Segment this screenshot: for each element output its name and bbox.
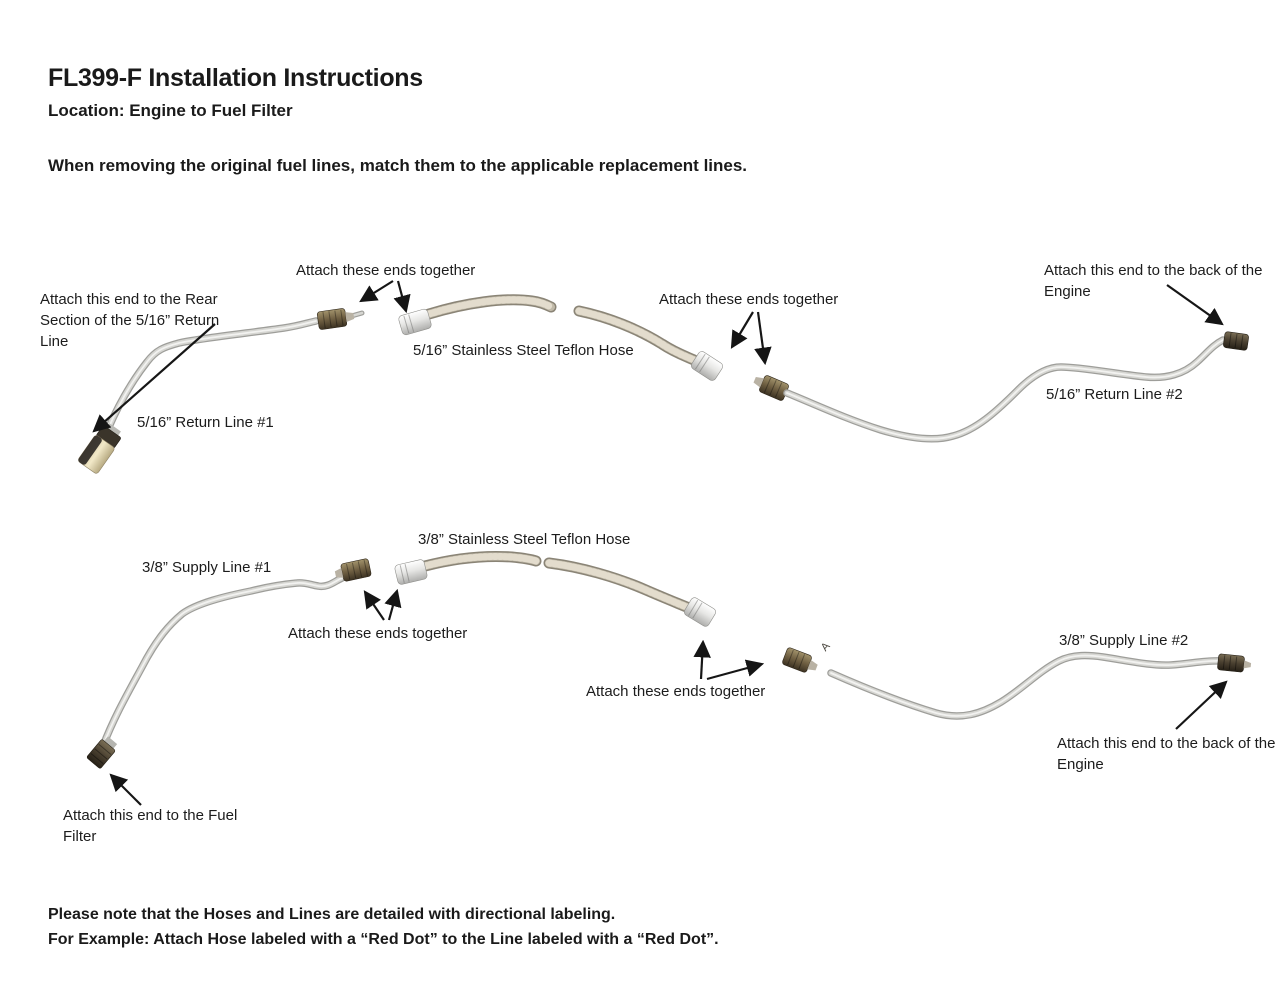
intro-instruction: When removing the original fuel lines, match them to the applicable replacement lines. bbox=[48, 156, 748, 175]
supply-line-2-engine-fitting bbox=[1217, 654, 1251, 673]
supply-hose-left-fitting bbox=[394, 559, 428, 585]
arrow-supply-ends-right-a bbox=[701, 642, 703, 679]
supply-hose-label: 3/8” Stainless Steel Teflon Hose bbox=[418, 531, 631, 548]
supply-attach-ends-left-label: Attach these ends together bbox=[288, 625, 468, 642]
supply-line-2-flare-nut bbox=[782, 647, 820, 676]
footer-note-line-1: Please note that the Hoses and Lines are detailed with directional labeling. bbox=[48, 906, 616, 923]
return-line-2-flare-nut bbox=[751, 372, 789, 402]
location-subtitle: Location: Engine to Fuel Filter bbox=[48, 101, 293, 120]
arrow-supply-engine bbox=[1176, 682, 1226, 729]
arrow-supply-ends-left-b bbox=[389, 591, 397, 620]
supply-hose bbox=[425, 556, 689, 608]
page-title: FL399-F Installation Instructions bbox=[48, 64, 423, 92]
return-attach-rear-label: Attach this end to the Rear Section of the 5/16” Return Line bbox=[40, 291, 220, 350]
return-attach-ends-left-label: Attach these ends together bbox=[296, 262, 476, 279]
arrow-return-ends-left-a bbox=[361, 281, 393, 301]
supply-attach-engine-label: Attach this end to the back of the Engine bbox=[1057, 735, 1276, 773]
return-line-2-label: 5/16” Return Line #2 bbox=[1046, 386, 1183, 403]
return-attach-engine-label: Attach this end to the back of the Engine bbox=[1044, 262, 1263, 300]
supply-line-2 bbox=[831, 656, 1221, 716]
return-line-1-label: 5/16” Return Line #1 bbox=[137, 414, 274, 431]
arrow-return-ends-left-b bbox=[398, 281, 406, 311]
return-line-1-flare-nut bbox=[317, 307, 355, 330]
supply-line-1-label: 3/8” Supply Line #1 bbox=[142, 559, 272, 576]
return-hose-left-fitting bbox=[398, 308, 432, 335]
arrow-supply-ends-right-b bbox=[707, 664, 762, 679]
supply-line-1 bbox=[103, 578, 342, 746]
footer-note-line-2: For Example: Attach Hose labeled with a “Red Dot” to the Line labeled with a “Red Dot”. bbox=[48, 931, 719, 948]
return-line-1-rear-fitting bbox=[77, 421, 125, 475]
direction-mark-a: A bbox=[818, 640, 833, 654]
arrow-supply-ends-left-a bbox=[365, 592, 384, 620]
arrow-supply-filter bbox=[111, 775, 141, 805]
arrow-return-ends-right-b bbox=[758, 312, 765, 363]
return-line-2-engine-fitting bbox=[1223, 331, 1249, 350]
arrow-return-ends-right-a bbox=[732, 312, 753, 347]
return-attach-ends-right-label: Attach these ends together bbox=[659, 291, 839, 308]
supply-attach-ends-right-label: Attach these ends together bbox=[586, 683, 766, 700]
supply-attach-filter-label: Attach this end to the Fuel Filter bbox=[63, 807, 238, 845]
supply-hose-right-fitting bbox=[683, 596, 717, 628]
supply-line-2-label: 3/8” Supply Line #2 bbox=[1059, 632, 1189, 649]
return-hose-label: 5/16” Stainless Steel Teflon Hose bbox=[413, 342, 634, 359]
callout-arrows bbox=[94, 281, 1226, 805]
